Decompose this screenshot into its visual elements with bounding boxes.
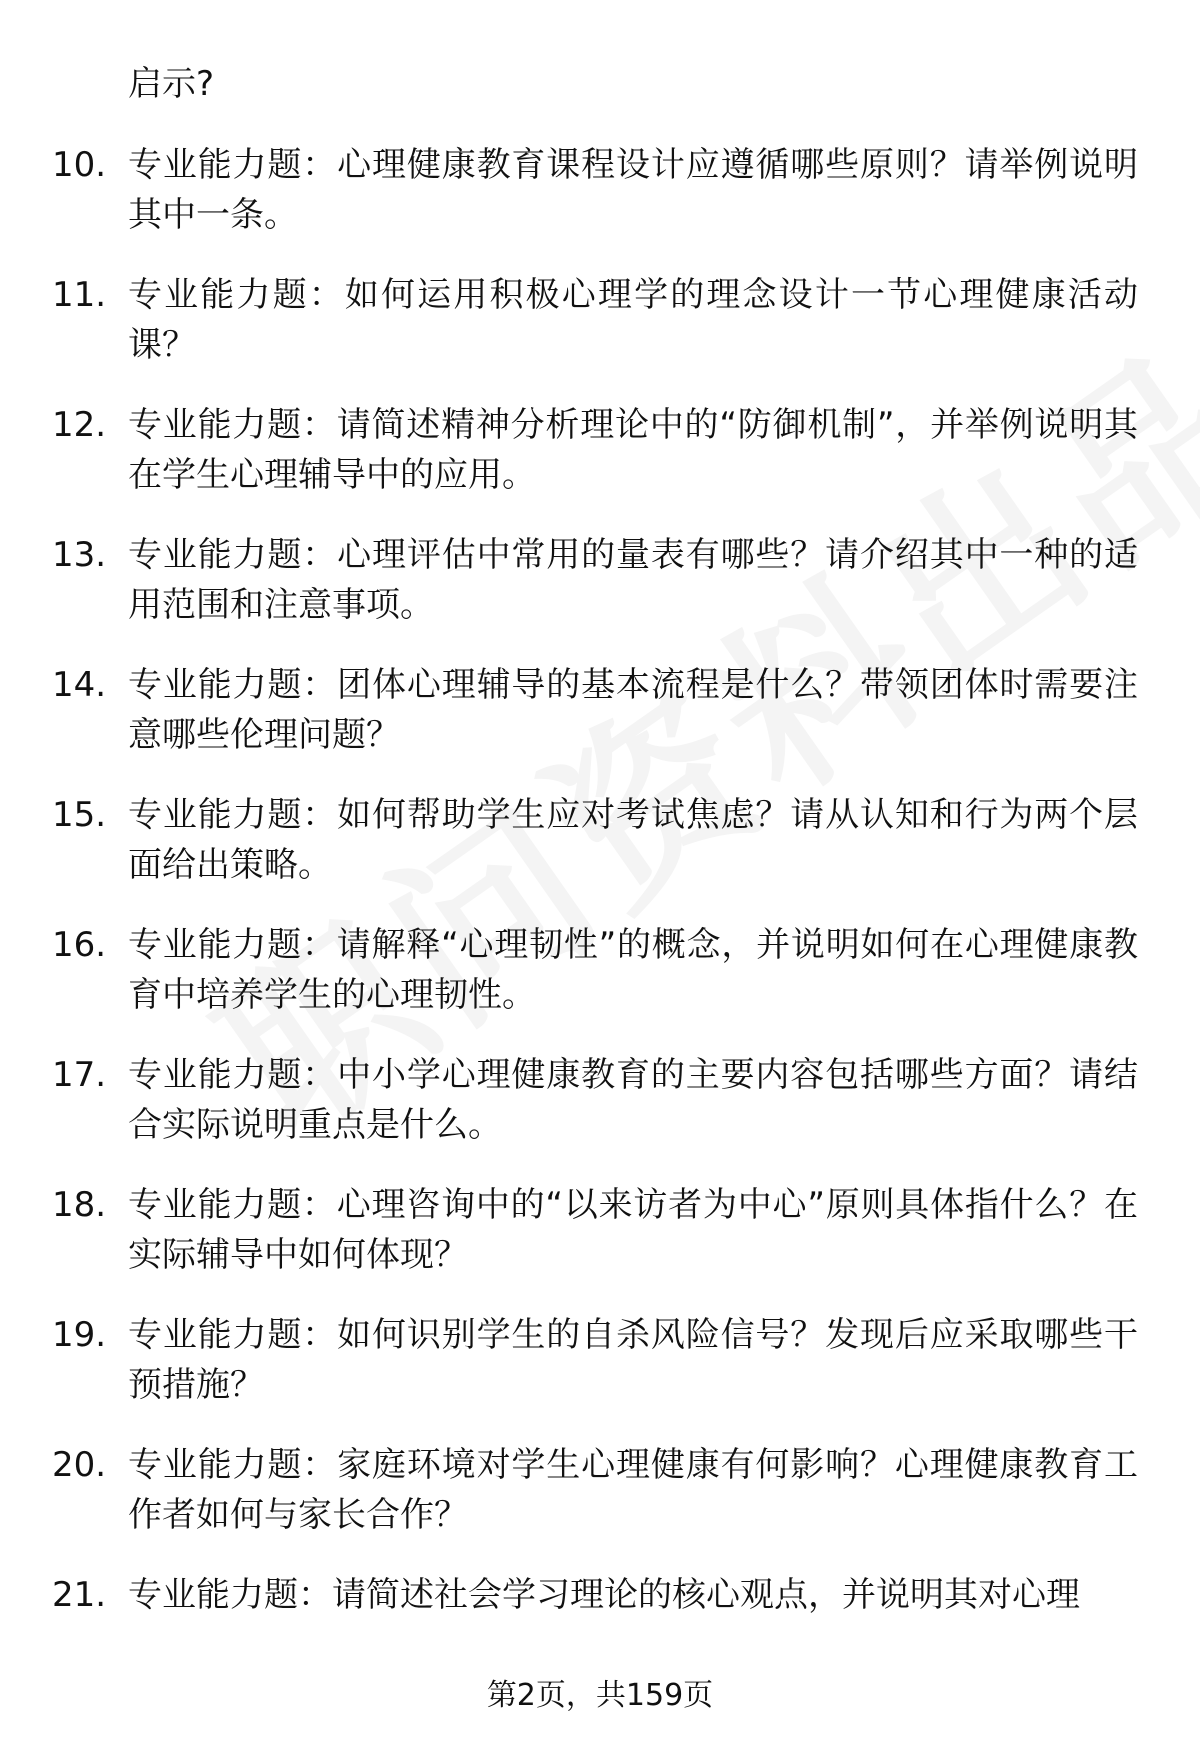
question-text: 专业能力题：心理健康教育课程设计应遵循哪些原则？请举例说明其中一条。 [128, 145, 1138, 235]
question-number: 17. [52, 1055, 107, 1095]
question-text: 专业能力题：请简述社会学习理论的核心观点，并说明其对心理 [128, 1575, 1080, 1615]
question-number: 19. [52, 1315, 107, 1355]
question-item [0, 400, 1200, 530]
question-item [0, 270, 1200, 400]
question-item [0, 920, 1200, 1050]
question-text: 专业能力题：心理咨询中的“以来访者为中心”原则具体指什么？在实际辅导中如何体现？ [128, 1185, 1138, 1275]
question-item [0, 1310, 1200, 1440]
continued-text: 启示? [128, 64, 215, 104]
question-number: 21. [52, 1575, 107, 1615]
question-item [0, 530, 1200, 660]
question-item [0, 1180, 1200, 1310]
question-number: 13. [52, 535, 107, 575]
question-list [0, 140, 1200, 1700]
question-number: 18. [52, 1185, 107, 1225]
question-text: 专业能力题：心理评估中常用的量表有哪些？请介绍其中一种的适用范围和注意事项。 [128, 535, 1138, 625]
question-text: 专业能力题：中小学心理健康教育的主要内容包括哪些方面？请结合实际说明重点是什么。 [128, 1055, 1138, 1145]
question-text: 专业能力题：请解释“心理韧性”的概念，并说明如何在心理健康教育中培养学生的心理韧性。 [128, 925, 1138, 1015]
page-footer: 第2页，共159页 [486, 1678, 714, 1713]
question-number: 10. [52, 145, 107, 185]
question-text: 专业能力题：请简述精神分析理论中的“防御机制”，并举例说明其在学生心理辅导中的应用。 [128, 405, 1138, 495]
question-item [0, 1050, 1200, 1180]
question-number: 11. [52, 275, 107, 315]
question-number: 15. [52, 795, 107, 835]
question-text: 专业能力题：如何运用积极心理学的理念设计一节心理健康活动课？ [128, 275, 1138, 365]
question-item [0, 140, 1200, 270]
question-text: 专业能力题：如何帮助学生应对考试焦虑？请从认知和行为两个层面给出策略。 [128, 795, 1138, 885]
question-number: 12. [52, 405, 107, 445]
question-item [0, 660, 1200, 790]
question-text: 专业能力题：团体心理辅导的基本流程是什么？带领团体时需要注意哪些伦理问题？ [128, 665, 1138, 755]
question-item [0, 1440, 1200, 1570]
question-text: 专业能力题：家庭环境对学生心理健康有何影响？心理健康教育工作者如何与家长合作？ [128, 1445, 1138, 1535]
question-item [0, 790, 1200, 920]
question-number: 14. [52, 665, 107, 705]
question-number: 20. [52, 1445, 107, 1485]
question-number: 16. [52, 925, 107, 965]
question-text: 专业能力题：如何识别学生的自杀风险信号？发现后应采取哪些干预措施？ [128, 1315, 1138, 1405]
